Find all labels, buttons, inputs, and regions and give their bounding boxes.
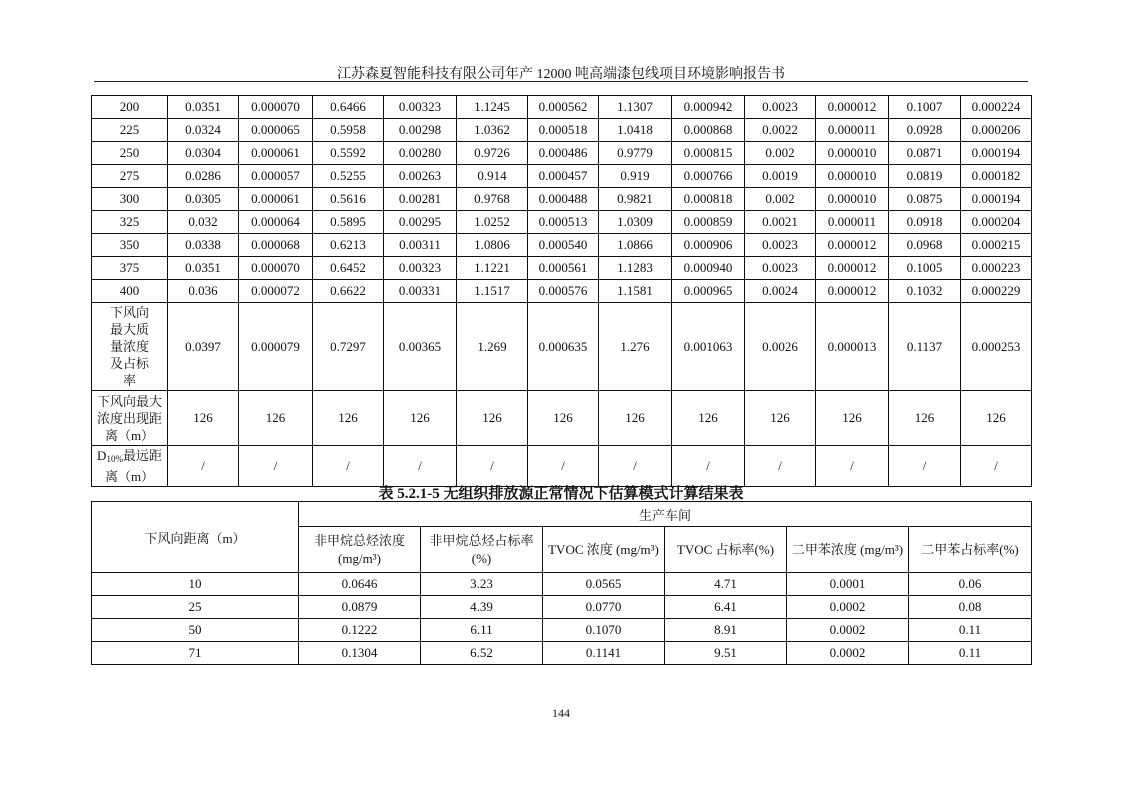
value-cell: 0.0002 (787, 619, 909, 642)
value-cell: 0.000513 (528, 211, 599, 234)
value-cell: 0.0021 (745, 211, 816, 234)
value-cell: 0.1005 (889, 257, 961, 280)
value-cell: 0.00331 (384, 280, 457, 303)
row-header-cell: 下风向距离（m） (92, 502, 299, 573)
distance-cell: 200 (92, 96, 168, 119)
table-row (92, 280, 1032, 303)
value-cell: 1.269 (457, 303, 528, 391)
value-cell: 0.919 (599, 165, 672, 188)
max-distance-row (92, 391, 1032, 446)
max-concentration-label: 下风向最大质量浓度及占标率 (92, 303, 168, 391)
value-cell: 0.0397 (168, 303, 239, 391)
concentration-table (91, 95, 1032, 487)
column-header: 非甲烷总烃浓度 (mg/m³) (299, 527, 421, 573)
value-cell: 0.1032 (889, 280, 961, 303)
value-cell: 0.0770 (543, 596, 665, 619)
table-row (92, 619, 1032, 642)
value-cell: 126 (457, 391, 528, 446)
value-cell: 126 (313, 391, 384, 446)
value-cell: 0.0875 (889, 188, 961, 211)
table-row (92, 642, 1032, 665)
value-cell: / (816, 446, 889, 487)
value-cell: 0.00365 (384, 303, 457, 391)
value-cell: 0.0019 (745, 165, 816, 188)
value-cell: 0.000068 (239, 234, 313, 257)
value-cell: 0.000012 (816, 96, 889, 119)
value-cell: 0.000906 (672, 234, 745, 257)
value-cell: 0.5616 (313, 188, 384, 211)
value-cell: 1.1221 (457, 257, 528, 280)
value-cell: 0.0023 (745, 257, 816, 280)
distance-cell: 71 (92, 642, 299, 665)
d10-distance-row (92, 446, 1032, 487)
column-header: TVOC 浓度 (mg/m³) (543, 527, 665, 573)
value-cell: 0.000562 (528, 96, 599, 119)
value-cell: 4.39 (421, 596, 543, 619)
value-cell: 0.7297 (313, 303, 384, 391)
value-cell: 0.002 (745, 142, 816, 165)
table-row (92, 119, 1032, 142)
table-row (92, 96, 1032, 119)
value-cell: 0.000064 (239, 211, 313, 234)
value-cell: 0.000635 (528, 303, 599, 391)
value-cell: 0.000061 (239, 142, 313, 165)
column-header: 非甲烷总烃占标率 (%) (421, 527, 543, 573)
value-cell: 0.0879 (299, 596, 421, 619)
value-cell: 0.000868 (672, 119, 745, 142)
table-row (92, 211, 1032, 234)
value-cell: 0.000253 (961, 303, 1032, 391)
value-cell: 0.1070 (543, 619, 665, 642)
value-cell: 6.41 (665, 596, 787, 619)
value-cell: 0.6466 (313, 96, 384, 119)
value-cell: 0.0871 (889, 142, 961, 165)
value-cell: 0.0023 (745, 96, 816, 119)
value-cell: 1.0866 (599, 234, 672, 257)
value-cell: 0.1137 (889, 303, 961, 391)
fugitive-emission-table (91, 501, 1032, 665)
value-cell: 0.0968 (889, 234, 961, 257)
value-cell: 0.6213 (313, 234, 384, 257)
value-cell: 4.71 (665, 573, 787, 596)
value-cell: 0.000215 (961, 234, 1032, 257)
value-cell: 1.1245 (457, 96, 528, 119)
distance-cell: 375 (92, 257, 168, 280)
value-cell: 0.000488 (528, 188, 599, 211)
value-cell: 1.0252 (457, 211, 528, 234)
value-cell: 9.51 (665, 642, 787, 665)
table-caption: 表 5.2.1-5 无组织排放源正常情况下估算模式计算结果表 (378, 486, 744, 502)
d10-label-main: D (97, 448, 107, 463)
value-cell: 0.0338 (168, 234, 239, 257)
value-cell: 0.00295 (384, 211, 457, 234)
value-cell: 126 (168, 391, 239, 446)
value-cell: 6.52 (421, 642, 543, 665)
value-cell: 0.0002 (787, 596, 909, 619)
value-cell: 0.032 (168, 211, 239, 234)
value-cell: 0.000012 (816, 280, 889, 303)
group-header-cell: 生产车间 (299, 502, 1032, 527)
value-cell: 0.000224 (961, 96, 1032, 119)
value-cell: 0.9821 (599, 188, 672, 211)
value-cell: 0.5895 (313, 211, 384, 234)
table-row (92, 596, 1032, 619)
value-cell: 0.000011 (816, 119, 889, 142)
value-cell: / (599, 446, 672, 487)
value-cell: 0.000561 (528, 257, 599, 280)
value-cell: 0.00281 (384, 188, 457, 211)
value-cell: 0.0324 (168, 119, 239, 142)
value-cell: 0.0928 (889, 119, 961, 142)
value-cell: 0.000057 (239, 165, 313, 188)
value-cell: / (384, 446, 457, 487)
value-cell: / (961, 446, 1032, 487)
value-cell: 126 (961, 391, 1032, 446)
value-cell: 126 (672, 391, 745, 446)
value-cell: 0.1007 (889, 96, 961, 119)
value-cell: 0.000940 (672, 257, 745, 280)
value-cell: / (889, 446, 961, 487)
document-header: 江苏森夏智能科技有限公司年产 12000 吨高端漆包线项目环境影响报告书 (337, 67, 785, 82)
value-cell: 0.000010 (816, 165, 889, 188)
distance-cell: 10 (92, 573, 299, 596)
value-cell: 0.000965 (672, 280, 745, 303)
value-cell: 0.000079 (239, 303, 313, 391)
value-cell: 0.000070 (239, 257, 313, 280)
value-cell: 0.00323 (384, 96, 457, 119)
distance-cell: 50 (92, 619, 299, 642)
column-header: 二甲苯占标率(%) (909, 527, 1032, 573)
value-cell: 0.0565 (543, 573, 665, 596)
value-cell: 0.08 (909, 596, 1032, 619)
value-cell: 0.000070 (239, 96, 313, 119)
value-cell: 8.91 (665, 619, 787, 642)
value-cell: 0.000576 (528, 280, 599, 303)
value-cell: 0.000766 (672, 165, 745, 188)
value-cell: 126 (816, 391, 889, 446)
value-cell: 0.000223 (961, 257, 1032, 280)
value-cell: 0.9768 (457, 188, 528, 211)
distance-cell: 350 (92, 234, 168, 257)
value-cell: 0.0022 (745, 119, 816, 142)
distance-cell: 300 (92, 188, 168, 211)
value-cell: 0.6622 (313, 280, 384, 303)
value-cell: 1.1581 (599, 280, 672, 303)
value-cell: 0.000818 (672, 188, 745, 211)
value-cell: 0.0646 (299, 573, 421, 596)
value-cell: 0.0002 (787, 642, 909, 665)
value-cell: 126 (384, 391, 457, 446)
max-distance-label: 下风向最大浓度出现距离（m） (92, 391, 168, 446)
value-cell: 0.00311 (384, 234, 457, 257)
value-cell: 0.0026 (745, 303, 816, 391)
value-cell: 126 (889, 391, 961, 446)
value-cell: 1.0309 (599, 211, 672, 234)
table-row (92, 165, 1032, 188)
value-cell: 0.0023 (745, 234, 816, 257)
distance-cell: 225 (92, 119, 168, 142)
value-cell: 0.000010 (816, 188, 889, 211)
table-row (92, 188, 1032, 211)
distance-cell: 275 (92, 165, 168, 188)
value-cell: / (528, 446, 599, 487)
value-cell: 1.1283 (599, 257, 672, 280)
value-cell: 0.1304 (299, 642, 421, 665)
value-cell: 0.000013 (816, 303, 889, 391)
distance-cell: 325 (92, 211, 168, 234)
value-cell: 0.000011 (816, 211, 889, 234)
d10-distance-label (92, 446, 168, 487)
column-header: TVOC 占标率(%) (665, 527, 787, 573)
value-cell: 0.1222 (299, 619, 421, 642)
value-cell: 0.000518 (528, 119, 599, 142)
value-cell: 0.9779 (599, 142, 672, 165)
value-cell: 0.0305 (168, 188, 239, 211)
table-row (92, 234, 1032, 257)
value-cell: 126 (239, 391, 313, 446)
value-cell: 0.000815 (672, 142, 745, 165)
value-cell: 0.5958 (313, 119, 384, 142)
distance-cell: 25 (92, 596, 299, 619)
value-cell: 0.000206 (961, 119, 1032, 142)
value-cell: 0.000486 (528, 142, 599, 165)
value-cell: 0.0351 (168, 96, 239, 119)
value-cell: 0.002 (745, 188, 816, 211)
value-cell: 0.00263 (384, 165, 457, 188)
table-row (92, 573, 1032, 596)
value-cell: 1.1517 (457, 280, 528, 303)
value-cell: 0.00323 (384, 257, 457, 280)
value-cell: 0.00298 (384, 119, 457, 142)
value-cell: / (168, 446, 239, 487)
value-cell: 3.23 (421, 573, 543, 596)
d10-label-sub: 10% (106, 454, 123, 464)
value-cell: 0.06 (909, 573, 1032, 596)
value-cell: 0.1141 (543, 642, 665, 665)
value-cell: 0.0819 (889, 165, 961, 188)
value-cell: 0.5592 (313, 142, 384, 165)
table-row (92, 257, 1032, 280)
value-cell: 0.914 (457, 165, 528, 188)
value-cell: 1.276 (599, 303, 672, 391)
value-cell: 6.11 (421, 619, 543, 642)
value-cell: 0.00280 (384, 142, 457, 165)
value-cell: 0.000061 (239, 188, 313, 211)
value-cell: 0.000012 (816, 257, 889, 280)
value-cell: 0.11 (909, 619, 1032, 642)
value-cell: 0.000859 (672, 211, 745, 234)
value-cell: 1.0362 (457, 119, 528, 142)
distance-cell: 400 (92, 280, 168, 303)
value-cell: 0.11 (909, 642, 1032, 665)
value-cell: 126 (528, 391, 599, 446)
distance-cell: 250 (92, 142, 168, 165)
value-cell: 126 (599, 391, 672, 446)
value-cell: 1.0418 (599, 119, 672, 142)
max-concentration-row (92, 303, 1032, 391)
value-cell: 0.000229 (961, 280, 1032, 303)
value-cell: 0.000072 (239, 280, 313, 303)
value-cell: 0.0918 (889, 211, 961, 234)
value-cell: 0.000065 (239, 119, 313, 142)
d10-label-rest: 最远距离（m） (104, 448, 162, 484)
value-cell: 0.000012 (816, 234, 889, 257)
value-cell: 1.0806 (457, 234, 528, 257)
value-cell: / (745, 446, 816, 487)
value-cell: 0.0304 (168, 142, 239, 165)
value-cell: 0.000182 (961, 165, 1032, 188)
value-cell: 0.0001 (787, 573, 909, 596)
value-cell: 0.0351 (168, 257, 239, 280)
value-cell: 0.000194 (961, 142, 1032, 165)
value-cell: 0.0024 (745, 280, 816, 303)
value-cell: 0.0286 (168, 165, 239, 188)
header-rule (94, 81, 1028, 82)
value-cell: 0.9726 (457, 142, 528, 165)
value-cell: 0.000457 (528, 165, 599, 188)
value-cell: 0.036 (168, 280, 239, 303)
value-cell: 0.001063 (672, 303, 745, 391)
value-cell: 1.1307 (599, 96, 672, 119)
value-cell: 0.000942 (672, 96, 745, 119)
page-number: 144 (552, 706, 570, 720)
value-cell: 126 (745, 391, 816, 446)
value-cell: / (672, 446, 745, 487)
value-cell: 0.000010 (816, 142, 889, 165)
value-cell: 0.000204 (961, 211, 1032, 234)
column-header: 二甲苯浓度 (mg/m³) (787, 527, 909, 573)
value-cell: 0.6452 (313, 257, 384, 280)
value-cell: 0.5255 (313, 165, 384, 188)
value-cell: / (313, 446, 384, 487)
value-cell: / (457, 446, 528, 487)
value-cell: / (239, 446, 313, 487)
table-row (92, 142, 1032, 165)
value-cell: 0.000540 (528, 234, 599, 257)
value-cell: 0.000194 (961, 188, 1032, 211)
